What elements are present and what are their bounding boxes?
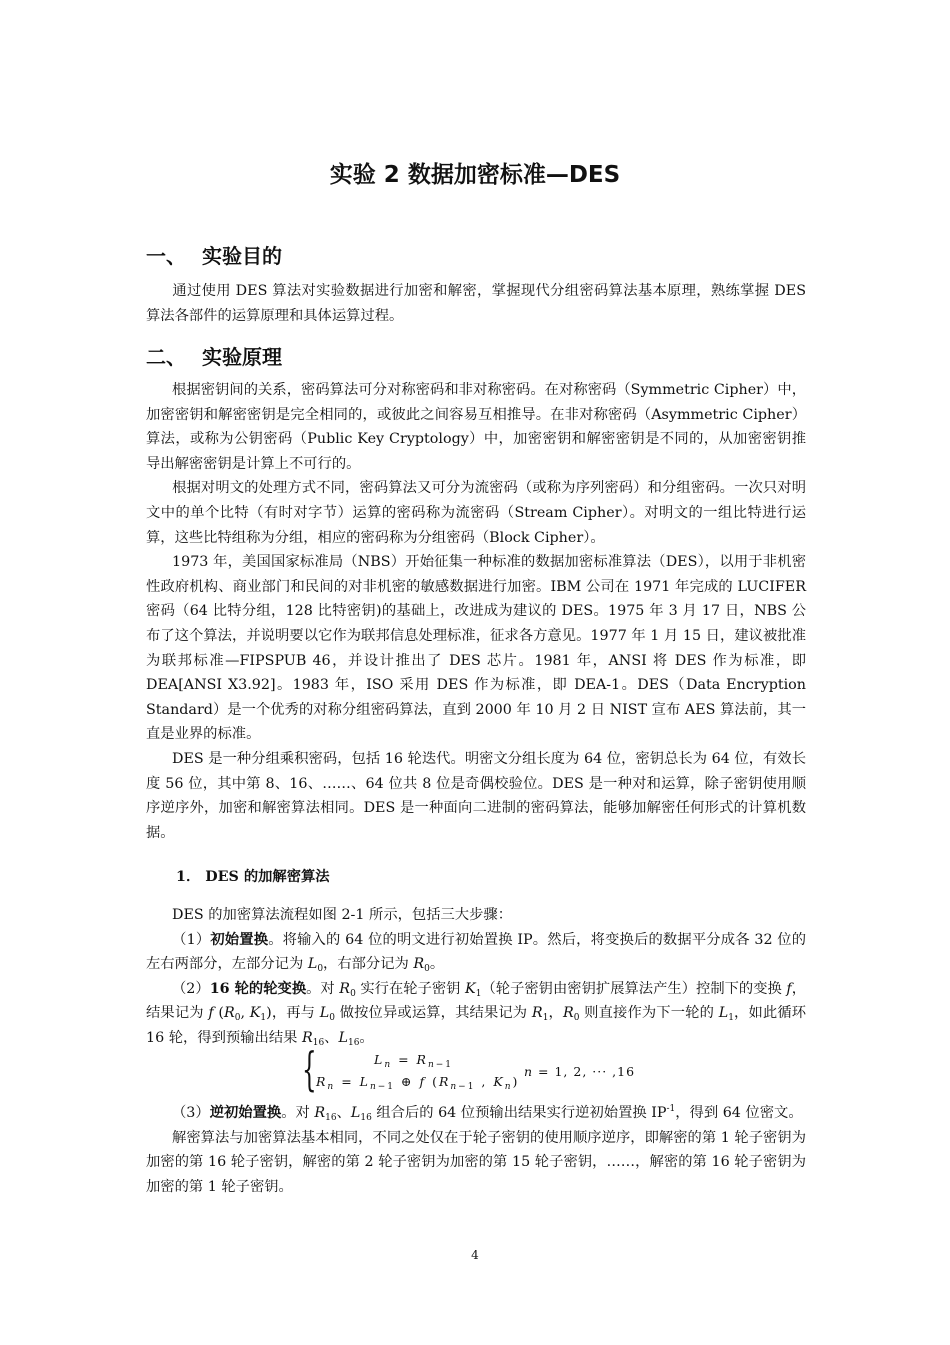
subsection-heading: 1． DES 的加解密算法 — [176, 869, 330, 885]
paragraph-final-permutation: （3）逆初始置换。对 $R_{16}$、$L_{16}$ 组合后的 64 位预输出结果实行逆初始置换 $IP^{-1}$，得到 64 位密文。 解密算法与加密算法基本相同，不同之处仅在于轮子密钥的使用顺序逆序，即解密的第 1 轮子密钥为加密的第 16 轮子密钥，解密的第 2 轮子密钥为加密的第 15 轮子密钥，……，解密的第 16 轮子密钥为加密的第 1 轮子密钥。 — [146, 1104, 806, 1195]
page-number: 4 — [471, 1248, 479, 1262]
section-label: 实验目的 — [202, 244, 282, 268]
paragraph-principle-1: 根据密钥间的关系，密码算法可分对称密码和非对称密码。在对称密码（Symmetric Cipher）中，加密密钥和解密密钥是完全相同的，或彼此之间容易互相推导。在非对称密码（Asymmetric Cipher）算法，或称为公钥密码（Public Key Cryptology）中，加密密钥和解密密钥是不同的，从加密密钥推导出解密密钥是计算上不可行的。 根据对明文的处理方式不同，密码算法又可分为流密码（或称为序列密码）和分组密码。一次只对明文中的单个比特（有时对字节）运算的密码称为流密码（Stream Cipher）。对明文的一组比特进行运算，这些比特组称为分组，相应的密码称为分组密码（Block Cipher）。 1973 年，美国国家标准局（NBS）开始征集一种标准的数据加密标准算法（DES），以用于非机密性政府机构、商业部门和民间的对非机密的敏感数据进行加密。IBM 公司在 1971 年完成的 LUCIFER 密码（64 比特分组，128 比特密钥)的基础上，改进成为建议的 DES。1975 年 3 月 17 日，NBS 公布了这个算法，并说明要以它作为联邦信息处理标准，征求各方意见。1977 年 1 月 15 日，建议被批准为联邦标准—FIPSPUB 46，并设计推出了 DES 芯片。1981 年，ANSI 将 DES 作为标准，即 DEA[ANSI X3.92]。1983 年，ISO 采用 DES 作为标准，即 DEA-1。DES（Data Encryption Standard）是一个优秀的对称分组密码算法，直到 2000 年 10 月 2 日 NIST 宣布 AES 算法前，其一直是业界的标准。 DES 是一种分组乘积密码，包括 16 轮迭代。明密文分组长度为 64 位，密钥总长为 64 位，有效长度 56 位，其中第 8、16、……、64 位共 8 位是奇偶校验位。DES 是一种对和运算，除子密钥使用顺序逆序外，加密和解密算法相同。DES 是一种面向二进制的密码算法，能够加解密任何形式的计算机数据。 — [146, 382, 806, 841]
section-heading-principle — [146, 341, 282, 370]
section-label: 实验原理 — [202, 345, 282, 369]
paragraph-des-steps: DES 的加密算法流程如图 2-1 所示，包括三大步骤： （1）初始置换。将输入的 64 位的明文进行初始置换 IP。然后，将变换后的数据平分成各 32 位的左右两部分，左部分记为 $L_0$，右部分记为 $R_0$。 （2）16 轮的轮变换。对 $R_0$ 实行在轮子密钥 $K_1$（轮子密钥由密钥扩展算法产生）控制下的变换 f，结果记为 f ($R_0$, $K_1$)，再与 $L_0$ 做按位异或运算，其结果记为 $R_1$，$R_0$ 则直接作为下一轮的 $L_1$，如此循环 16 轮，得到预输出结果 $R_{16}$、$L_{16}$。 — [146, 907, 807, 1048]
page-title: 实验 2 数据加密标准—DES — [329, 162, 621, 188]
section-heading-purpose — [146, 240, 282, 269]
section-number: 二、 — [146, 345, 186, 369]
round-formula: { $L_n = R_{n-1}$ $R_n = L_{n-1}$ ⊕ f ($R_{n-1}$ , $K_n$) n = 1, 2, ··· ,16 — [302, 1042, 636, 1096]
paragraph-purpose: 通过使用 DES 算法对实验数据进行加密和解密，掌握现代分组密码算法基本原理，熟练掌握 DES 算法各部件的运算原理和具体运算过程。 — [146, 283, 806, 324]
section-number: 一、 — [146, 244, 186, 268]
